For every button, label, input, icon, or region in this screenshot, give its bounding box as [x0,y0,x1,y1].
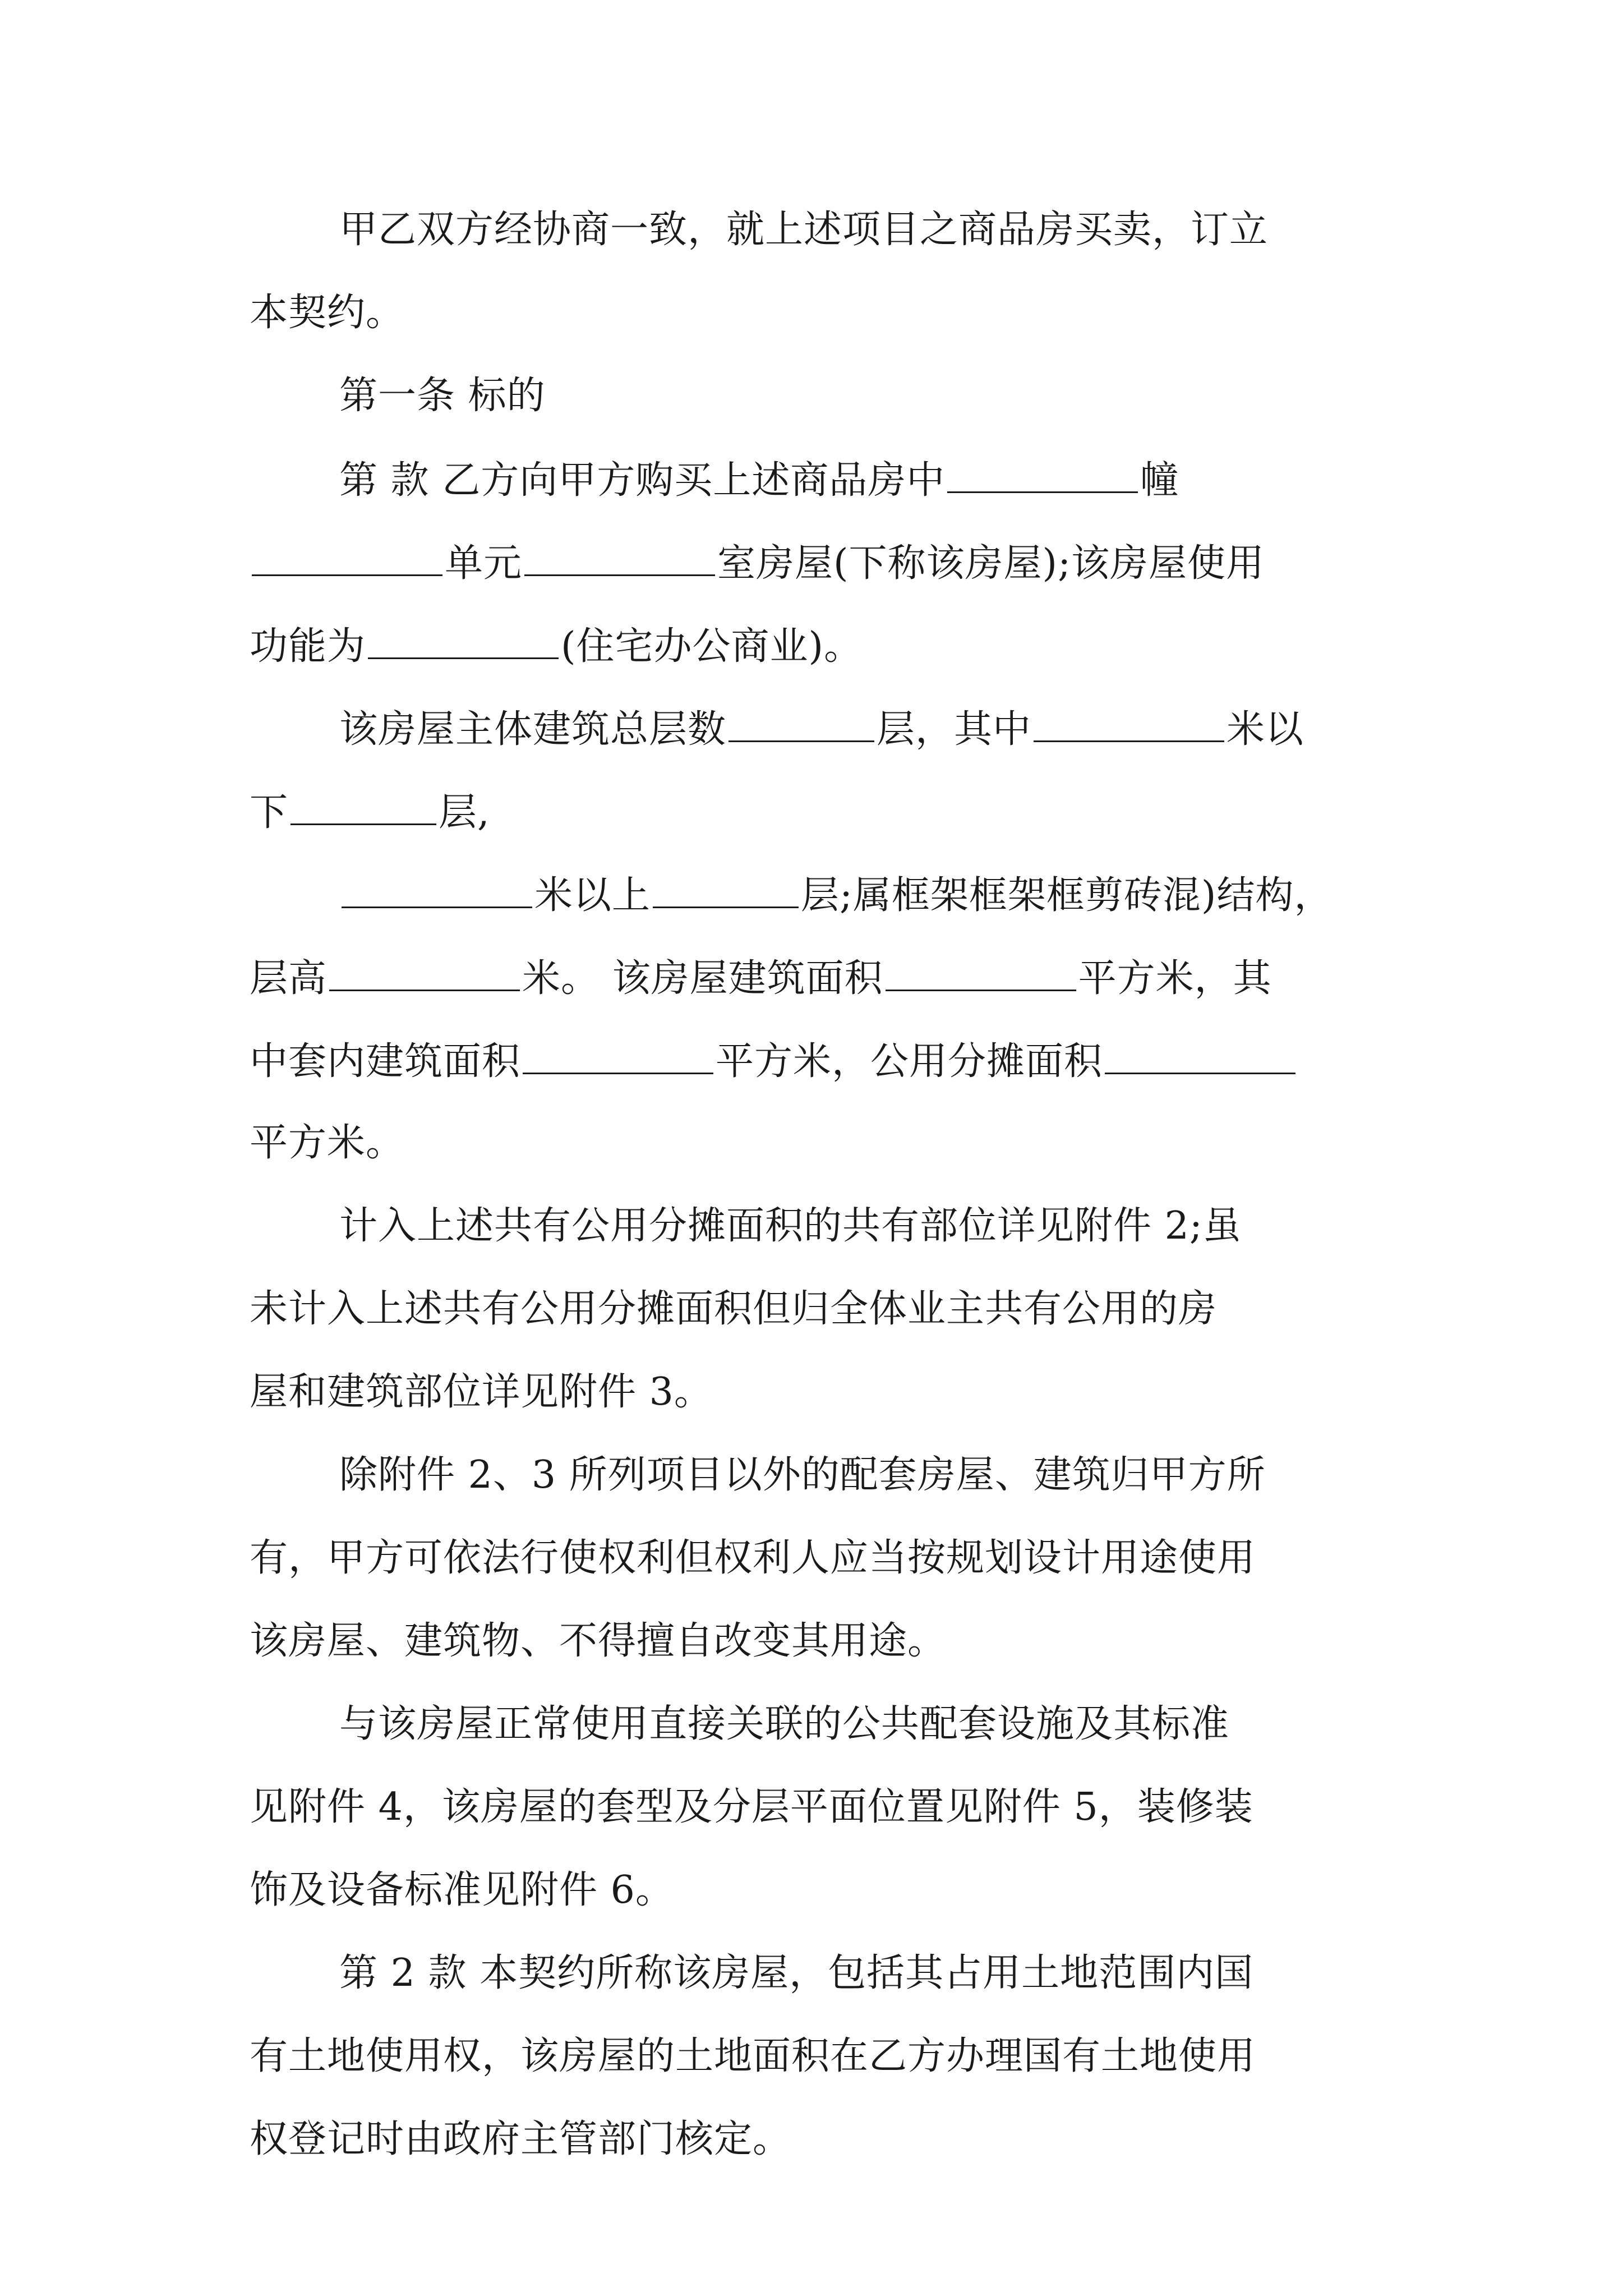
text: 有，甲方可依法行使权利但权利人应当按规划设计用途使用 [250,1536,1256,1580]
fill-blank[interactable] [1034,706,1224,742]
paragraph-line [250,1453,1388,1498]
fill-blank[interactable] [1105,1038,1295,1074]
text: 室房屋(下称该房屋);该房屋使用 [717,541,1265,586]
text: 层;属框架框架框剪砖混)结构， [801,873,1333,918]
text: 米以 [1227,707,1304,752]
fill-blank[interactable] [291,789,436,825]
paragraph-line [250,1951,1388,1996]
paragraph-line [250,2034,1388,2079]
fill-blank[interactable] [329,955,520,991]
text: 米。 该房屋建筑面积 [522,956,883,1001]
text: 层，其中 [877,707,1032,752]
fill-blank[interactable] [523,1038,713,1074]
text: 层高 [250,956,328,1001]
paragraph-line [250,1868,1388,1913]
paragraph-line [250,208,1388,252]
text: 平方米，其 [1078,956,1272,1001]
text: 下 [250,790,289,835]
paragraph-line [250,789,1388,834]
fill-blank[interactable] [886,955,1076,991]
text: 未计入上述共有公用分摊面积但归全体业主共有公用的房 [250,1287,1218,1331]
paragraph-line [250,872,1388,917]
paragraph-line [250,1619,1388,1664]
text: 幢 [1140,458,1179,503]
paragraph-line [250,291,1388,335]
paragraph-line [250,457,1388,501]
text: 与该房屋正常使用直接关联的公共配套设施及其标准 [339,1702,1230,1746]
text: 该房屋、建筑物、不得擅自改变其用途。 [250,1619,947,1663]
paragraph-line [250,1121,1388,1166]
fill-blank[interactable] [653,872,799,908]
text: 饰及设备标准见附件 6。 [250,1868,674,1912]
text: 屋和建筑部位详见附件 3。 [250,1370,713,1414]
paragraph-line [250,706,1388,751]
text: 甲乙双方经协商一致，就上述项目之商品房买卖，订立 [339,208,1269,252]
contract-body [250,208,1388,2200]
fill-blank[interactable] [947,457,1138,493]
paragraph-line [250,2117,1388,2162]
text: 米以上 [534,873,651,918]
text: 平方米。 [250,1121,405,1165]
paragraph-line [250,1785,1388,1830]
text: 层, [439,790,490,835]
text: 除附件 2、3 所列项目以外的配套房屋、建筑归甲方所 [339,1453,1266,1497]
fill-blank[interactable] [524,540,715,576]
fill-blank[interactable] [728,706,874,742]
text: 单元 [445,541,523,586]
paragraph-line [250,1536,1388,1581]
fill-blank[interactable] [368,623,559,659]
text: 权登记时由政府主管部门核定。 [250,2117,792,2161]
text: 见附件 4，该房屋的套型及分层平面位置见附件 5，装修装 [250,1785,1253,1829]
paragraph-line [250,1038,1388,1083]
paragraph-line [250,1287,1388,1332]
paragraph-line [250,1370,1388,1415]
fill-blank[interactable] [342,872,532,908]
paragraph-line [250,623,1388,668]
fill-blank[interactable] [252,540,442,576]
paragraph-line [250,1702,1388,1747]
text: (住宅办公商业)。 [561,624,863,669]
paragraph-line [250,955,1388,1000]
paragraph-line [250,1204,1388,1249]
text: 中套内建筑面积 [250,1039,521,1084]
text: 平方米，公用分摊面积 [716,1039,1103,1084]
text: 功能为 [250,624,366,669]
text: 该房屋主体建筑总层数 [339,707,727,752]
text: 计入上述共有公用分摊面积的共有部位详见附件 2;虽 [339,1204,1242,1248]
article-heading [250,374,1388,418]
text: 第 2 款 本契约所称该房屋，包括其占用土地范围内国 [339,1951,1254,1995]
text: 有土地使用权，该房屋的土地面积在乙方办理国有土地使用 [250,2034,1256,2078]
text: 本契约。 [250,291,405,335]
paragraph-line [250,540,1388,585]
text: 第一条 标的 [339,374,546,418]
text: 第 款 乙方向甲方购买上述商品房中 [339,458,946,503]
